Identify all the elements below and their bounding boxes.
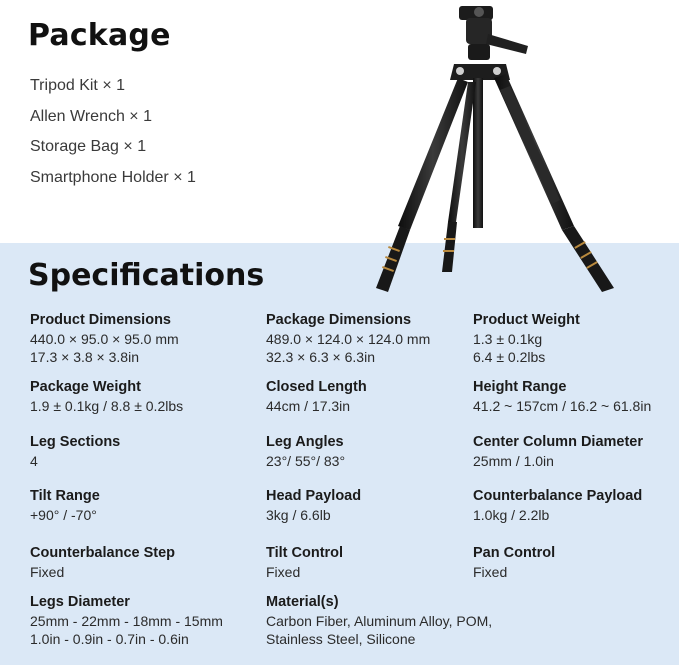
spec-value: 1.9 ± 0.1kg / 8.8 ± 0.2lbs: [30, 398, 184, 414]
spec-label: Height Range: [473, 379, 567, 395]
spec-label: Center Column Diameter: [473, 434, 644, 450]
spec-label: Leg Angles: [266, 434, 344, 450]
spec-value: 32.3 × 6.3 × 6.3in: [266, 349, 375, 365]
spec-value: 489.0 × 124.0 × 124.0 mm: [266, 331, 431, 347]
spec-value: 1.0in - 0.9in - 0.7in - 0.6in: [30, 631, 189, 647]
spec-package-dimensions: [266, 311, 430, 366]
spec-value: Fixed: [473, 564, 508, 580]
package-item: Smartphone Holder × 1: [30, 168, 196, 186]
spec-label: Leg Sections: [30, 434, 121, 450]
spec-value: +90° / -70°: [30, 507, 97, 523]
spec-label: Product Dimensions: [30, 312, 171, 328]
package-title: Package: [28, 18, 171, 53]
spec-label: Material(s): [266, 594, 339, 610]
spec-value: 440.0 × 95.0 × 95.0 mm: [30, 331, 179, 347]
spec-value: 6.4 ± 0.2lbs: [473, 349, 546, 365]
spec-leg-angles: [266, 433, 345, 470]
spec-counterbalance-step: [30, 544, 175, 581]
spec-product-weight: [473, 311, 580, 366]
spec-head-payload: [266, 487, 361, 524]
spec-value: 25mm / 1.0in: [473, 453, 554, 469]
package-item: Storage Bag × 1: [30, 138, 147, 155]
spec-label: Legs Diameter: [30, 594, 130, 610]
spec-product-dimensions: [30, 311, 179, 366]
spec-value: 17.3 × 3.8 × 3.8in: [30, 349, 139, 365]
spec-value: 23°/ 55°/ 83°: [266, 453, 346, 469]
spec-package-weight: [30, 378, 183, 415]
spec-label: Product Weight: [473, 312, 580, 328]
spec-value: Fixed: [30, 564, 65, 580]
spec-label: Tilt Control: [266, 545, 344, 561]
spec-height-range: [473, 378, 651, 415]
spec-label: Closed Length: [266, 379, 367, 395]
spec-center-column-diameter: [473, 433, 643, 470]
spec-materials: [266, 593, 492, 648]
spec-value: 1.3 ± 0.1kg: [473, 331, 543, 347]
spec-value: 1.0kg / 2.2lb: [473, 507, 550, 523]
spec-legs-diameter: [30, 593, 223, 648]
package-list: [30, 76, 196, 198]
tripod-icon: [360, 0, 640, 300]
spec-value: 25mm - 22mm - 18mm - 15mm: [30, 613, 223, 629]
spec-value: 3kg / 6.6lb: [266, 507, 331, 523]
package-item: Tripod Kit × 1: [30, 77, 126, 94]
spec-label: Head Payload: [266, 488, 362, 504]
spec-label: Pan Control: [473, 545, 556, 561]
spec-label: Package Weight: [30, 379, 141, 395]
spec-tilt-range: [30, 487, 100, 524]
spec-value: Fixed: [266, 564, 301, 580]
spec-value: 44cm / 17.3in: [266, 398, 351, 414]
spec-label: Package Dimensions: [266, 312, 412, 328]
spec-value: Stainless Steel, Silicone: [266, 631, 416, 647]
spec-leg-sections: [30, 433, 120, 470]
spec-label: Counterbalance Payload: [473, 488, 643, 504]
spec-pan-control: [473, 544, 555, 581]
spec-closed-length: [266, 378, 367, 415]
spec-tilt-control: [266, 544, 343, 581]
package-item: Allen Wrench × 1: [30, 107, 152, 125]
spec-value: 4: [30, 453, 38, 469]
spec-label: Tilt Range: [30, 488, 100, 504]
spec-value: 41.2 ~ 157cm / 16.2 ~ 61.8in: [473, 398, 652, 414]
spec-label: Counterbalance Step: [30, 545, 176, 561]
spec-counterbalance-payload: [473, 487, 642, 524]
spec-value: Carbon Fiber, Aluminum Alloy, POM,: [266, 613, 493, 629]
specifications-title: Specifications: [28, 258, 265, 293]
